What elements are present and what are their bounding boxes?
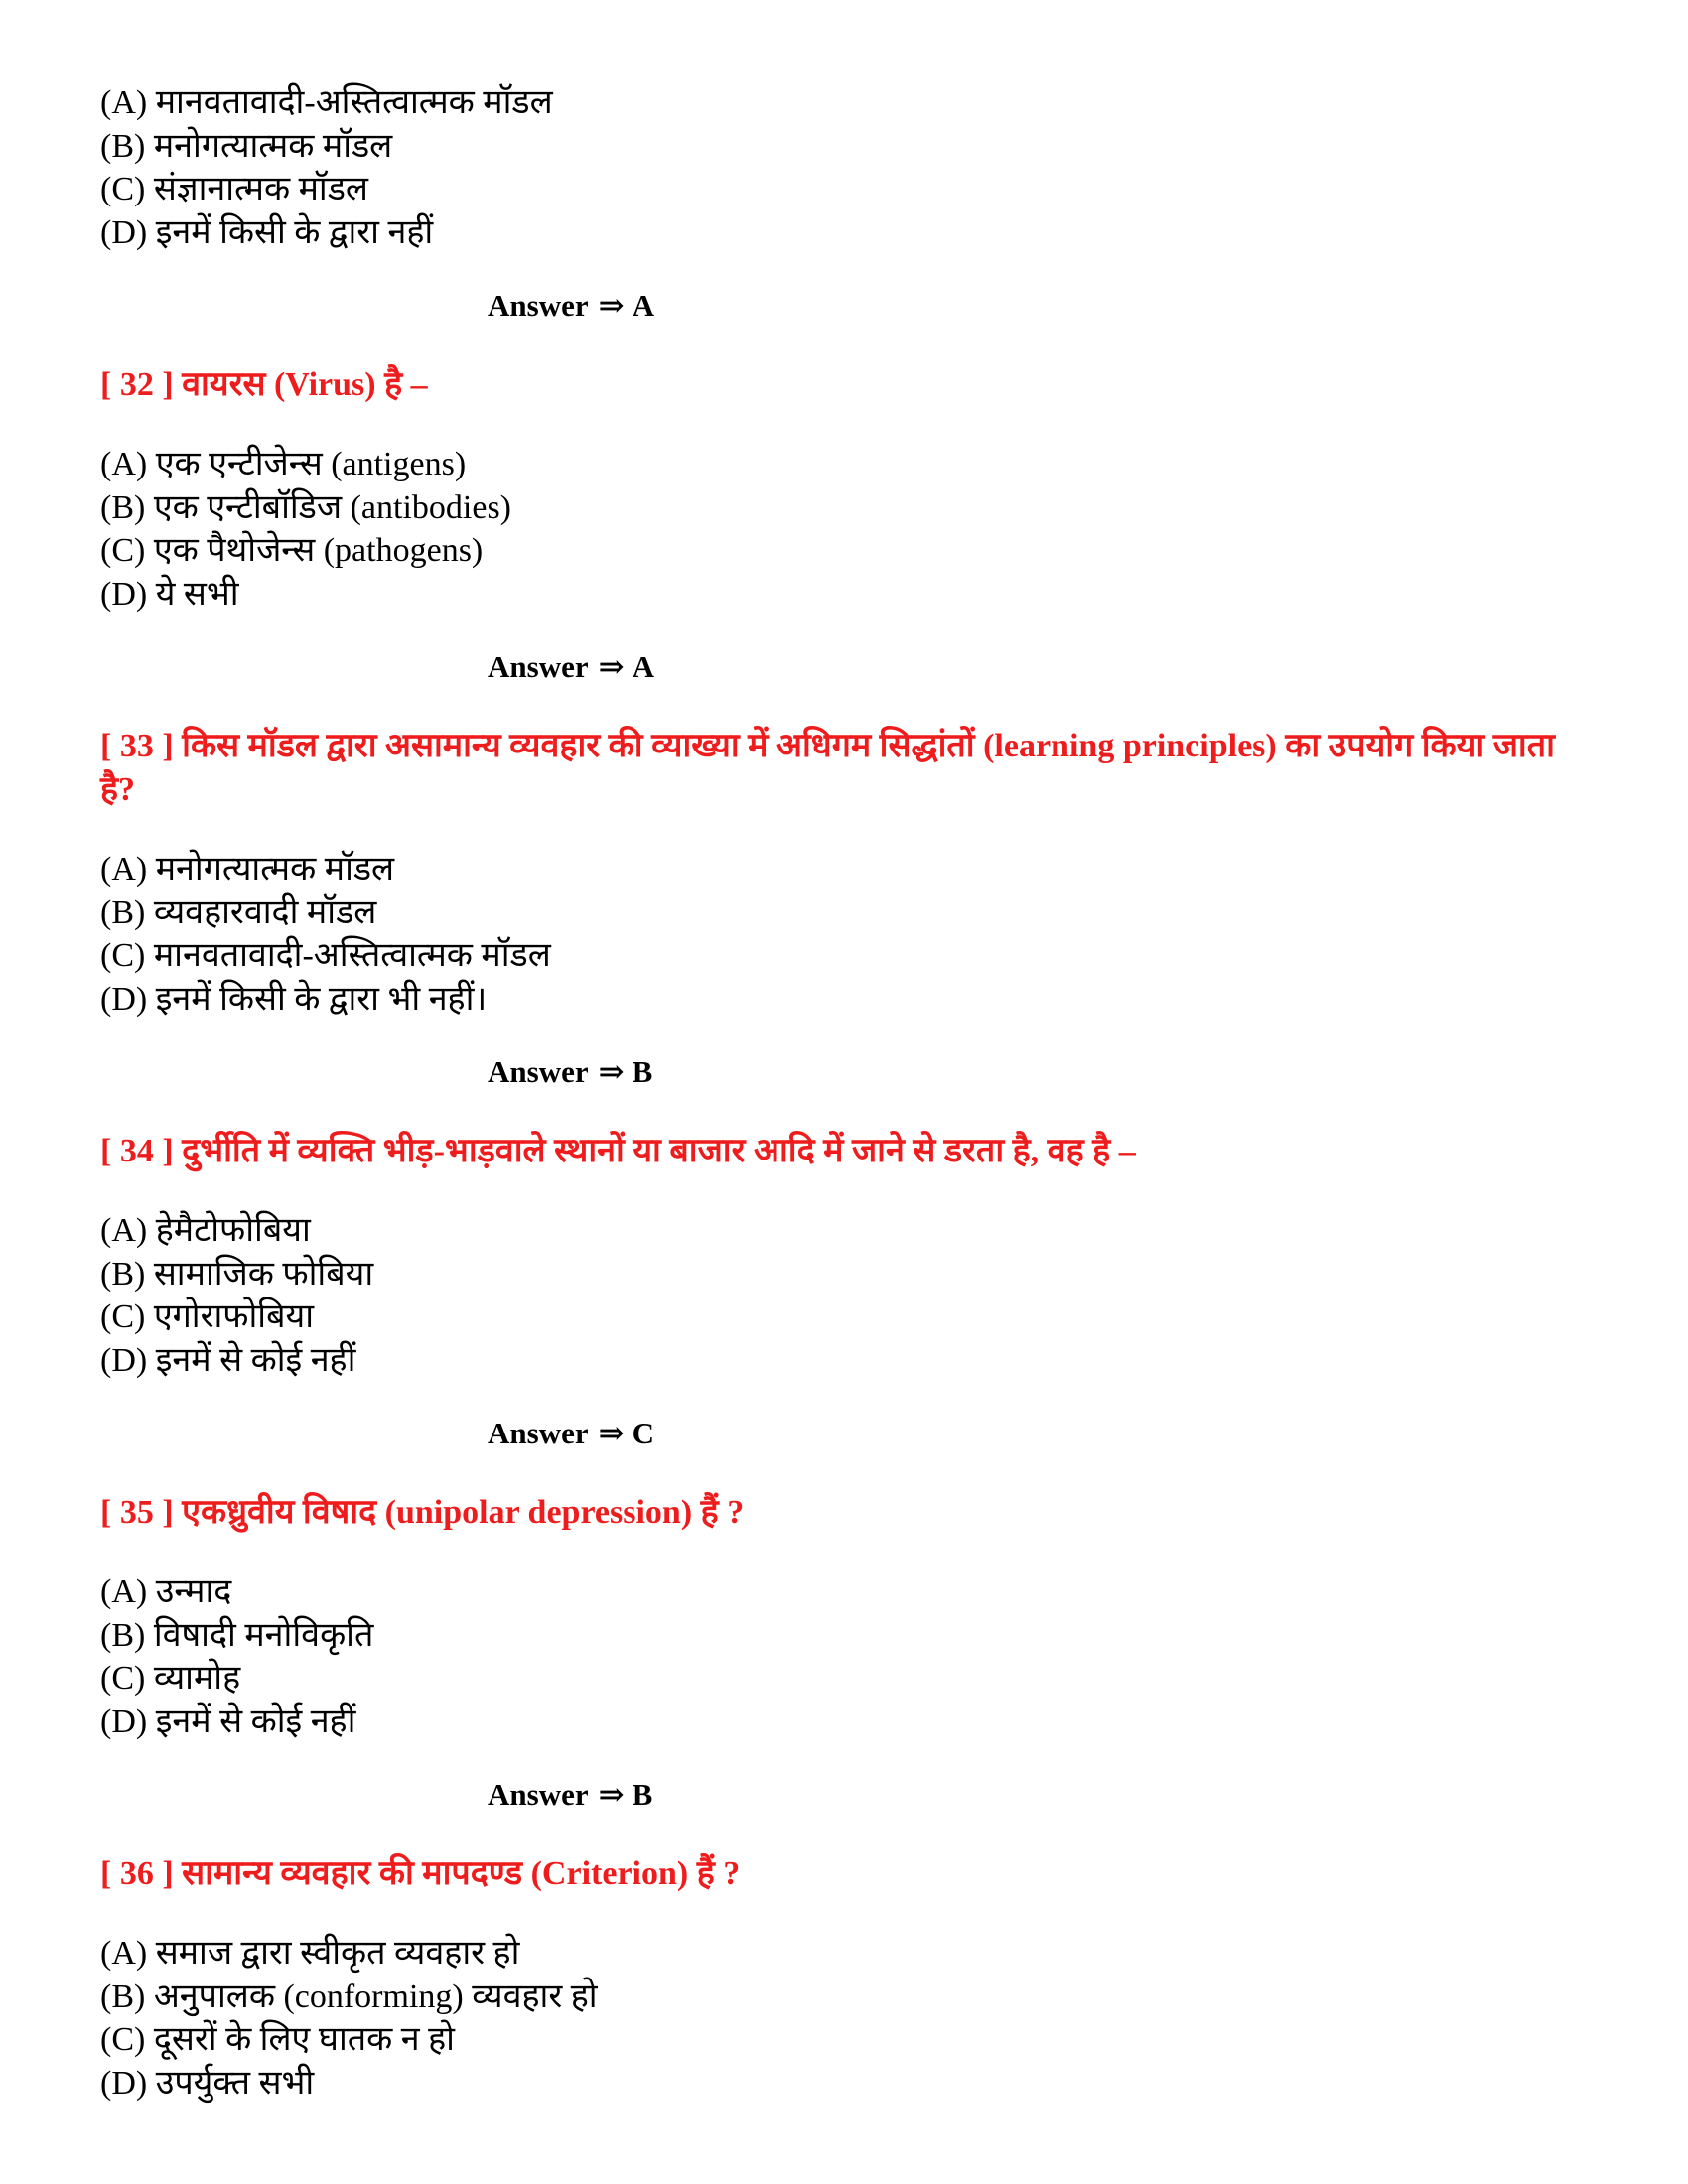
answer-arrow: ⇒ [598,1416,625,1450]
option-c: (C) एगोराफोबिया [100,1298,315,1335]
question-heading [100,1130,1570,1173]
option-c: (C) एक पैथोजेन्स (pathogens) [100,532,484,569]
option-b: (B) व्यवहारवादी मॉडल [100,893,377,931]
option-d: (D) उपर्युक्त सभी [100,2064,315,2102]
answer-line [488,649,654,685]
question-number: [ 34 ] [100,1133,174,1169]
answer-value: A [632,649,654,684]
question-heading [100,1491,1570,1535]
answer-label: Answer [488,1777,589,1812]
option-d: (D) इनमें से कोई नहीं [100,1341,356,1379]
option-a: (A) उन्माद [100,1573,232,1610]
question-number: [ 32 ] [100,366,174,403]
question-number: [ 35 ] [100,1494,174,1531]
answer-value: B [632,1054,653,1089]
question-heading [100,363,1570,407]
option-d: (D) इनमें से कोई नहीं [100,1703,356,1740]
option-list [100,81,553,254]
answer-arrow: ⇒ [598,649,625,684]
question-text: वायरस (Virus) है – [182,366,428,403]
option-list [100,848,551,1021]
answer-value: A [632,288,654,323]
option-c: (C) संज्ञानात्मक मॉडल [100,171,368,207]
option-b: (B) विषादी मनोविकृति [100,1616,374,1654]
option-a: (A) मनोगत्यात्मक मॉडल [100,851,395,887]
answer-label: Answer [488,649,589,684]
question-text: किस मॉडल द्वारा असामान्य व्यवहार की व्याख्या में अधिगम सिद्धांतों (learning principles) का उपयोग किया जाता है? [100,728,1555,808]
answer-line [488,1054,652,1090]
answer-arrow: ⇒ [598,288,625,323]
option-b: (B) सामाजिक फोबिया [100,1255,374,1293]
question-heading [100,725,1570,812]
question-text: एकध्रुवीय विषाद (unipolar depression) हैं ? [182,1494,745,1531]
option-d: (D) ये सभी [100,575,239,613]
option-a: (A) एक एन्टीजेन्स (antigens) [100,446,467,482]
option-d: (D) इनमें किसी के द्वारा भी नहीं। [100,980,488,1018]
option-b: (B) एक एन्टीबॉडिज (antibodies) [100,488,511,526]
answer-arrow: ⇒ [598,1777,625,1812]
answer-label: Answer [488,1054,589,1089]
option-a: (A) समाज द्वारा स्वीकृत व्यवहार हो [100,1935,520,1972]
answer-label: Answer [488,1416,589,1450]
option-c: (C) दूसरों के लिए घातक न हो [100,2021,455,2058]
option-c: (C) व्यामोह [100,1660,241,1697]
answer-label: Answer [488,288,589,323]
option-list [100,1209,373,1382]
option-list [100,1932,598,2105]
answer-arrow: ⇒ [598,1054,625,1089]
option-a: (A) हेमैटोफोबिया [100,1212,311,1249]
answer-line [488,1777,652,1813]
question-number: [ 33 ] [100,728,174,764]
question-heading [100,1852,1570,1896]
option-list [100,443,511,615]
option-c: (C) मानवतावादी-अस्तित्वात्मक मॉडल [100,937,551,974]
option-b: (B) मनोगत्यात्मक मॉडल [100,127,393,165]
answer-value: C [632,1416,654,1450]
option-a: (A) मानवतावादी-अस्तित्वात्मक मॉडल [100,84,553,121]
question-number: [ 36 ] [100,1855,174,1892]
question-text: दुर्भीति में व्यक्ति भीड़-भाड़वाले स्थानों या बाजार आदि में जाने से डरता है, वह है – [182,1133,1136,1169]
answer-line [488,288,654,324]
answer-line [488,1416,654,1451]
option-b: (B) अनुपालक (conforming) व्यवहार हो [100,1978,598,2015]
answer-value: B [632,1777,653,1812]
option-list [100,1570,373,1743]
option-d: (D) इनमें किसी के द्वारा नहीं [100,213,434,251]
question-text: सामान्य व्यवहार की मापदण्ड (Criterion) हैं ? [182,1855,741,1892]
